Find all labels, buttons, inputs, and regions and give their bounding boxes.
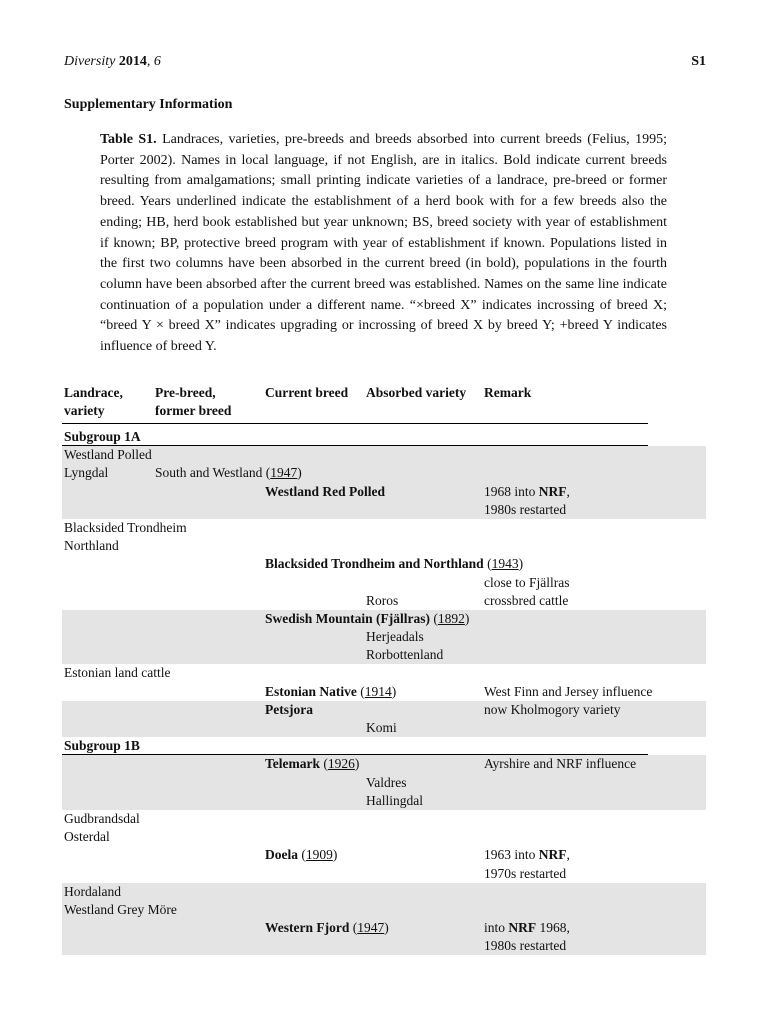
page-number: S1	[691, 54, 706, 69]
table-row: Swedish Mountain (Fjällras) (1892)	[62, 610, 706, 628]
table-row: Petsjora now Kholmogory variety	[62, 701, 706, 719]
table-row: 1980s restarted	[62, 501, 706, 519]
table-row: Telemark (1926) Ayrshire and NRF influence	[62, 755, 706, 773]
table-row: Gudbrandsdal	[64, 810, 140, 826]
breeds-table	[62, 382, 706, 955]
page-header	[64, 54, 706, 74]
subgroup-row: Subgroup 1A	[64, 429, 141, 444]
table-caption	[100, 130, 667, 358]
header-rule	[62, 423, 648, 424]
col-remark: Remark	[484, 385, 532, 400]
col-landrace: Landrace, variety	[64, 385, 123, 418]
table-row: Blacksided Trondheim and Northland (1943)	[265, 556, 524, 572]
table-row: Komi	[62, 719, 706, 737]
table-row: Western Fjord (1947) into NRF 1968,	[62, 919, 706, 937]
table-header	[62, 382, 706, 422]
table-row: Herjeadals	[62, 628, 706, 646]
table-row: Hordaland	[62, 883, 706, 901]
table-row: Doela (1909) 1963 into NRF,	[265, 847, 570, 863]
table-row: 1970s restarted	[484, 865, 567, 881]
col-current-breed: Current breed	[265, 385, 349, 400]
col-absorbed-variety: Absorbed variety	[366, 385, 467, 400]
table-row: Roros crossbred cattle	[366, 592, 569, 608]
table-row: Lyngdal South and Westland (1947)	[62, 464, 706, 482]
table-row: Rorbottenland	[62, 646, 706, 664]
table-row: Blacksided Trondheim	[64, 519, 187, 535]
subgroup-row: Subgroup 1B	[64, 738, 140, 754]
table-row: close to Fjällras	[484, 574, 570, 590]
section-title: Supplementary Information	[64, 97, 233, 112]
table-row: Estonian Native (1914) West Finn and Jersey influence	[265, 683, 653, 699]
table-row: Westland Red Polled 1968 into NRF,	[62, 483, 706, 501]
table-row: Westland Polled	[62, 446, 706, 464]
col-prebreed: Pre-breed, former breed	[155, 385, 232, 418]
table-row: Hallingdal	[62, 792, 706, 810]
table-row: Osterdal	[64, 829, 110, 845]
journal-citation: Diversity 2014, 6	[64, 54, 161, 69]
table-row: 1980s restarted	[62, 937, 706, 955]
caption-label: Table S1.	[100, 132, 157, 147]
table-row: Westland Grey Möre	[62, 901, 706, 919]
table-row: Estonian land cattle	[64, 665, 171, 681]
table-row: Northland	[64, 538, 119, 554]
caption-text: Landraces, varieties, pre-breeds and breeds absorbed into current breeds (Felius, 1995; Porter 2002). Names in local language, if not English, are in italics. Bold indicate current breeds resulting from amalgamations; small printing indicate varieties of a landrace, pre-breed or former breed. Years underlined indicate the establishment of a herd book with for a few breeds also the ending; HB, herd book established but year unknown; BS, breed society with year of establishment if known; BP, protective breed program with year of establishment if known. Populations listed in the first two columns have been absorbed in the current breed (in bold), populations in the fourth column have been absorbed after the current breed was established. Names on the same line indicate continuation of a population under a different name. “×breed X” indicates incrossing of breed X; “breed Y × breed X” indicates upgrading or incrossing of breed X by breed Y; +breed Y indicates influence of breed Y.	[100, 132, 668, 355]
table-row: Valdres	[62, 774, 706, 792]
